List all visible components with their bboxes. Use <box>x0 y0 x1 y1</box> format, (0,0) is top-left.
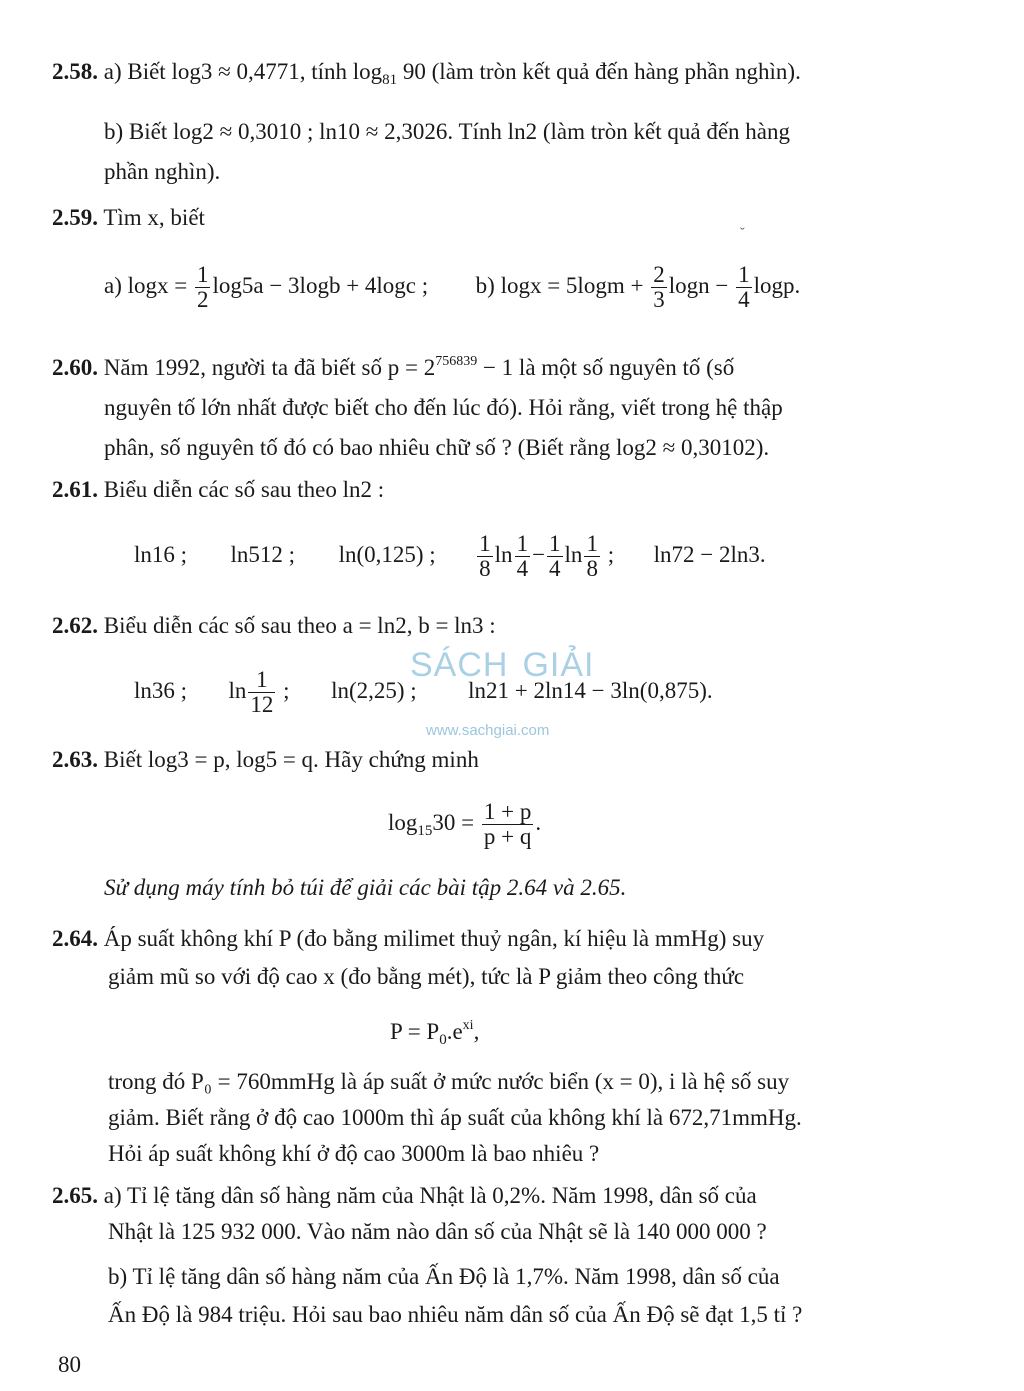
problem-text: Năm 1992, người ta đã biết số p = 2 <box>103 355 436 380</box>
denominator: 3 <box>653 287 665 313</box>
expression: ln <box>494 542 513 567</box>
problem-2-61-expressions <box>134 530 766 581</box>
denominator: 4 <box>516 556 529 582</box>
denominator: 8 <box>586 556 598 582</box>
formula-text: logn − <box>668 273 729 298</box>
text-line: phần nghìn). <box>104 159 221 184</box>
expression: ln <box>564 542 583 567</box>
calculator-note: Sử dụng máy tính bỏ túi để giải các bài tập 2.64 và 2.65. <box>104 875 627 900</box>
fraction <box>547 532 563 581</box>
text-line: nguyên tố lớn nhất được biết cho đến lúc đó). Hỏi rằng, viết trong hệ thập <box>104 395 783 420</box>
numerator: 1 <box>549 531 561 557</box>
problem-2-59-formulas <box>104 262 800 312</box>
expression: ln <box>228 678 247 703</box>
expression: ; <box>283 678 290 703</box>
problem-2-61-intro <box>52 470 384 510</box>
text-line: giảm. Biết rằng ở độ cao 1000m thì áp suất của không khí là 672,71mmHg. <box>108 1105 802 1130</box>
text-line: b) Biết log2 ≈ 0,3010 ; ln10 ≈ 2,3026. Tính ln2 (làm tròn kết quả đến hàng <box>104 119 790 144</box>
denominator: 8 <box>479 556 491 582</box>
expression: ln512 ; <box>230 542 296 567</box>
expression: ln36 ; <box>134 678 188 703</box>
formula-text: b) logx = 5logm + <box>475 273 644 298</box>
formula-text: .e <box>446 1019 463 1044</box>
problem-number: 2.60. <box>52 355 98 380</box>
problem-text: 90 (làm tròn kết quả đến hàng phần nghìn). <box>402 59 801 84</box>
stray-mark: ˇ <box>740 226 745 241</box>
fraction <box>515 532 531 581</box>
exponent: 756839 <box>435 354 478 369</box>
log-base: 81 <box>382 72 398 88</box>
log-base: 15 <box>417 823 433 839</box>
numerator: 1 <box>479 531 491 557</box>
fraction <box>736 263 752 312</box>
expression: ln(2,25) ; <box>331 678 417 703</box>
problem-2-62-intro <box>52 606 496 646</box>
problem-text: a) Biết log3 ≈ 0,4771, tính log <box>103 59 383 84</box>
watermark-right: GIẢI <box>522 646 595 684</box>
numerator: 2 <box>653 262 665 288</box>
text-line: trong đó P₀ = 760mmHg là áp suất ở mức nước biển (x = 0), i là hệ số suy <box>108 1069 790 1094</box>
denominator: 2 <box>196 287 209 313</box>
problem-2-58-a <box>52 52 801 100</box>
numerator: 1 <box>738 262 750 288</box>
subscript: 0 <box>439 1032 447 1048</box>
problem-number: 2.59. <box>52 205 98 230</box>
fraction <box>477 532 493 581</box>
formula-text: , <box>473 1019 480 1044</box>
numerator: 1 <box>586 531 598 557</box>
numerator: 1 <box>516 531 529 557</box>
watermark-left: SÁCH <box>410 646 509 684</box>
problem-text: Biểu diễn các số sau theo ln2 : <box>103 477 385 502</box>
text-line: b) Tỉ lệ tăng dân số hàng năm của Ấn Độ là 1,7%. Năm 1998, dân số của <box>108 1264 780 1289</box>
denominator: 12 <box>250 692 274 718</box>
problem-text: Tìm x, biết <box>103 205 205 230</box>
problem-text: − 1 là một số nguyên tố (số <box>477 355 735 380</box>
denominator: 4 <box>549 556 561 582</box>
problem-text: Biểu diễn các số sau theo a = ln2, b = ln3 : <box>103 613 496 638</box>
formula-text: a) logx = <box>104 273 188 298</box>
expression: ln21 + 2ln14 − 3ln(0,875). <box>468 678 713 703</box>
expression: ln(0,125) ; <box>338 542 436 567</box>
formula-text: 30 = <box>432 810 475 835</box>
problem-2-63-formula <box>388 798 541 856</box>
numerator: 1 + p <box>483 799 532 825</box>
expression: ; <box>607 542 615 567</box>
problem-text: Áp suất không khí P (đo bằng milimet thuỷ ngân, kí hiệu là mmHg) suy <box>103 926 765 951</box>
denominator: p + q <box>483 824 532 850</box>
problem-number: 2.58. <box>52 59 98 84</box>
problem-text: Biết log3 = p, log5 = q. Hãy chứng minh <box>103 747 479 772</box>
text-line: giảm mũ so với độ cao x (đo bằng mét), tức là P giảm theo công thức <box>108 964 745 989</box>
expression: − <box>532 542 546 567</box>
problem-2-64-body <box>108 1064 802 1172</box>
problem-2-65-b <box>108 1258 802 1334</box>
problem-2-62-expressions <box>134 666 713 717</box>
watermark-url: www.sachgiai.com <box>426 722 550 739</box>
problem-number: 2.63. <box>52 747 98 772</box>
text-line: phân, số nguyên tố đó có bao nhiêu chữ số ? (Biết rằng log2 ≈ 0,30102). <box>104 435 770 460</box>
formula-text: log <box>388 810 418 835</box>
problem-2-65-a <box>52 1178 767 1250</box>
numerator: 1 <box>196 262 209 288</box>
problem-number: 2.61. <box>52 477 98 502</box>
numerator: 1 <box>248 668 275 693</box>
problem-number: 2.64. <box>52 926 98 951</box>
text-line: Nhật là 125 932 000. Vào năm nào dân số của Nhật sẽ là 140 000 000 ? <box>108 1219 767 1244</box>
formula-text: log5a − 3logb + 4logc ; <box>212 273 429 298</box>
problem-2-64-formula <box>390 1006 479 1060</box>
fraction <box>651 263 667 312</box>
formula-text: . <box>535 810 542 835</box>
expression: ln16 ; <box>134 542 188 567</box>
fraction <box>195 263 211 312</box>
expression: ln72 − 2ln3. <box>653 542 766 567</box>
formula-text: logp. <box>753 273 801 298</box>
fraction <box>482 800 533 849</box>
fraction <box>584 532 600 581</box>
problem-number: 2.65. <box>52 1183 98 1208</box>
denominator: 4 <box>738 287 750 313</box>
text-line: Hỏi áp suất không khí ở độ cao 3000m là bao nhiêu ? <box>108 1141 600 1166</box>
page-number: 80 <box>58 1352 81 1377</box>
fraction <box>248 668 275 717</box>
formula-text: P = P <box>390 1019 440 1044</box>
problem-2-58-b <box>104 112 790 192</box>
problem-text: a) Tỉ lệ tăng dân số hàng năm của Nhật là 0,2%. Năm 1998, dân số của <box>103 1183 757 1208</box>
problem-2-63-intro <box>52 740 479 780</box>
problem-2-64-top <box>52 920 764 996</box>
problem-number: 2.62. <box>52 613 98 638</box>
exponent: xi <box>462 1018 474 1033</box>
problem-2-59-intro <box>52 198 205 238</box>
problem-2-60 <box>52 342 783 468</box>
text-line: Ấn Độ là 984 triệu. Hỏi sau bao nhiêu năm dân số của Ấn Độ sẽ đạt 1,5 tỉ ? <box>108 1302 803 1327</box>
